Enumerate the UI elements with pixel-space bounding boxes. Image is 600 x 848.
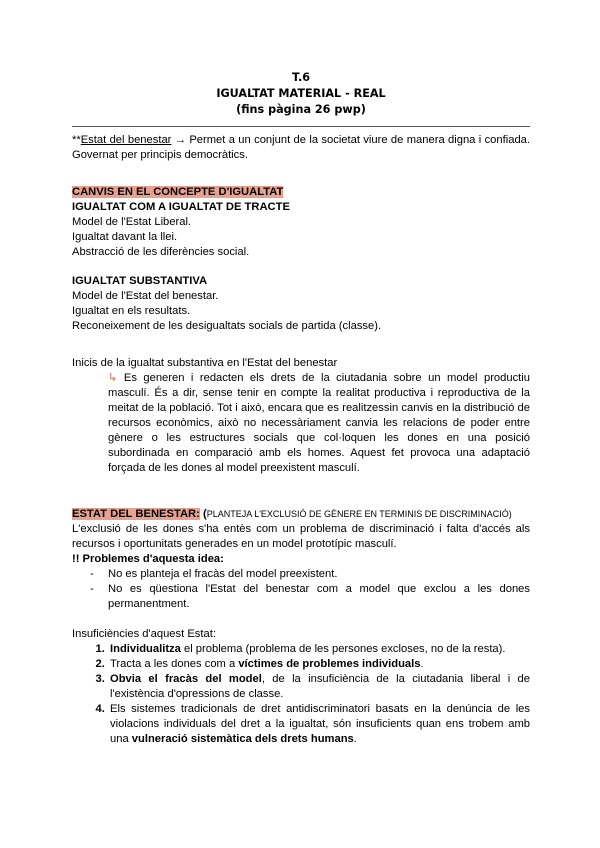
- section-welfare-state: ESTAT DEL BENESTAR: (PLANTEJA L'EXCLUSIÓ DE GÈNERE EN TERMINIS DE DISCRIMINACIÓ) L'exclusió de les dones s'ha entès com un problema de discriminació i falta d'accés als recursos i oportunitats generades en un model prototípic masculí. !! Problemes d'aquesta idea: - No es planteja el fracàs del model preexistent. - No es qüestiona l'Estat del benestar com a model que exclou a les dones permanentment. Insuficiències d'aquest Estat: 1. Individualitza el problema (problema de les persones excloses, no de la resta). 2. Tracta a les dones com a víctimes de problemes individuals. 3. Obvia el fracàs del model, de la insuficiència de la ciutadania liberal i de l'existència d'opressions de classe. 4. Els sistemes tradicionals de dret antidiscriminatori basats en la denúncia de les violacions individuals del dret a la igualtat, són insuficients quan ens trobem amb una vulneració sistemàtica dels drets humans.: [72, 507, 530, 747]
- text-line: Model de l'Estat Liberal.: [72, 216, 192, 228]
- section-subtitle: PLANTEJA L'EXCLUSIÓ DE GÈNERE EN TERMINIS DE DISCRIMINACIÓ): [206, 509, 512, 519]
- return-arrow-icon: ↳: [108, 372, 118, 384]
- document-header: [72, 70, 530, 118]
- document-title: IGUALTAT MATERIAL - REAL: [216, 87, 386, 100]
- document-subtitle: (fins pàgina 26 pwp): [236, 103, 366, 116]
- text-line: Reconeixement de les desigualtats socials de partida (classe).: [72, 320, 382, 332]
- section-concept-changes: [72, 185, 530, 476]
- insufficiencies-title: Insuficiències d'aquest Estat:: [72, 628, 216, 640]
- section-heading-highlight: CANVIS EN EL CONCEPTE D'IGUALTAT: [72, 186, 284, 198]
- text-line: Igualtat davant la llei.: [72, 231, 178, 243]
- origins-paragraph: ↳ Es generen i redacten els drets de la ciutadania sobre un model productiu masculí. És a dir, sense tenir en compte la realitat productiva i reproductiva de la meitat de la població. Tot i això, encara que es realitzessin canvis en la distribució de recursos econòmics, això no necessàriament canvia les relacions de poder entre gènere o les estructures socials que col·loquen les dones en una posició subordinada en comparació amb els homes. Aquest fet provoca una adaptació forçada de les dones al model preexistent masculí.: [108, 372, 530, 474]
- intro-paragraph: **Estat del benestar → Permet a un conjunt de la societat viure de manera digna i confiada. Governat per principis democràtics.: [72, 134, 530, 161]
- text-line: Abstracció de les diferències social.: [72, 246, 250, 258]
- list-item: - No es planteja el fracàs del model preexistent.: [90, 567, 530, 582]
- problems-title: !! Problemes d'aquesta idea:: [72, 553, 224, 565]
- welfare-paragraph: L'exclusió de les dones s'ha entès com un problema de discriminació i falta d'accés als recursos i oportunitats generades en un model prototípic masculí.: [72, 523, 530, 550]
- text-line: Model de l'Estat del benestar.: [72, 290, 219, 302]
- list-item: 2. Tracta a les dones com a víctimes de problemes individuals.: [108, 657, 530, 672]
- list-item: 3. Obvia el fracàs del model, de la insuficiència de la ciutadania liberal i de l'existència d'opressions de classe.: [108, 672, 530, 702]
- problems-list: [72, 567, 530, 612]
- unit-number: T.6: [292, 71, 310, 84]
- header-divider: [72, 126, 530, 127]
- list-item: 1. Individualitza el problema (problema de les persones excloses, no de la resta).: [108, 642, 530, 657]
- arrow-icon: →: [171, 134, 190, 146]
- text-line: Igualtat en els resultats.: [72, 305, 191, 317]
- subsection-title: IGUALTAT SUBSTANTIVA: [72, 275, 208, 287]
- subsection-title: IGUALTAT COM A IGUALTAT DE TRACTE: [72, 201, 290, 213]
- section-heading-highlight: ESTAT DEL BENESTAR:: [72, 508, 200, 520]
- document-page: [72, 70, 530, 747]
- insufficiencies-list: [72, 642, 530, 747]
- list-item: - No es qüestiona l'Estat del benestar com a model que exclou a les dones permanentment.: [90, 582, 530, 612]
- list-item: 4. Els sistemes tradicionals de dret antidiscriminatori basats en la denúncia de les violacions individuals del dret a la igualtat, són insuficients quan ens trobem amb una vulneració sistemàtica dels drets humans.: [108, 702, 530, 747]
- origins-line: Inicis de la igualtat substantiva en l'Estat del benestar: [72, 357, 338, 369]
- intro-term: Estat del benestar: [80, 134, 172, 146]
